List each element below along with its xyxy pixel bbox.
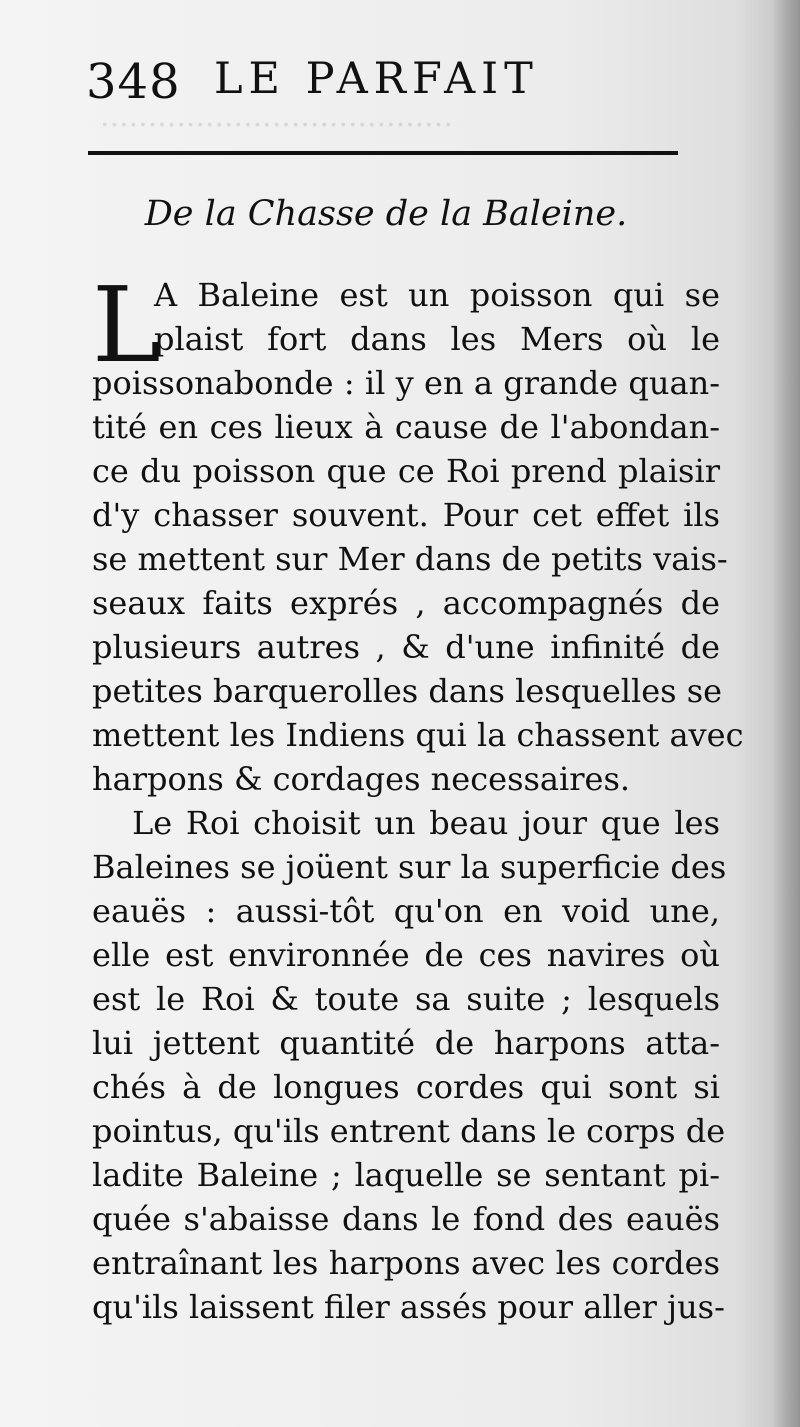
text-line-content: A Baleine est un poisson qui se	[154, 276, 720, 314]
section-title: De la Chasse de la Baleine.	[144, 194, 628, 234]
text-line: lui jettent quantité de harpons atta-	[92, 1024, 720, 1062]
body-text	[92, 264, 744, 1329]
text-line: entraînant les harpons avec les cordes	[92, 1244, 720, 1282]
text-line: poissonabonde : il y en a grande quan-	[92, 364, 720, 402]
text-line: Le Roi choisit un beau jour que les	[132, 804, 720, 842]
page-edge-shadow	[772, 0, 800, 1427]
text-line: se mettent sur Mer dans de petits vais-	[92, 540, 728, 578]
header-rule	[88, 151, 678, 155]
text-line: mettent les Indiens qui la chassent avec	[92, 716, 744, 754]
text-line: tité en ces lieux à cause de l'abondan-	[92, 408, 720, 446]
text-line: harpons & cordages necessaires.	[92, 760, 631, 798]
text-line: ladite Baleine ; laquelle se sentant pi-	[92, 1156, 720, 1194]
text-line: d'y chasser souvent. Pour cet effet ils	[92, 496, 720, 534]
show-through: ·····································	[100, 108, 453, 143]
text-line: plusieurs autres , & d'une infinité de	[92, 628, 720, 666]
text-line: elle est environnée de ces navires où	[92, 936, 720, 974]
text-line: petites barquerolles dans lesquelles se	[92, 672, 723, 710]
text-line: pointus, qu'ils entrent dans le corps de	[92, 1112, 726, 1150]
text-line: chés à de longues cordes qui sont si	[92, 1068, 720, 1106]
text-line: seaux faits exprés , accompagnés de	[92, 584, 720, 622]
page-header	[82, 46, 680, 116]
drop-cap: L	[92, 264, 162, 386]
text-line: ce du poisson que ce Roi prend plaisir	[92, 452, 720, 490]
running-title: LE PARFAIT	[214, 54, 539, 104]
text-line: est le Roi & toute sa suite ; lesquels	[92, 980, 720, 1018]
text-line: qu'ils laissent filer assés pour aller jus-	[92, 1288, 725, 1326]
text-line: quée s'abaisse dans le fond des eauës	[92, 1200, 720, 1238]
text-line: plaist fort dans les Mers où le	[154, 320, 720, 358]
text-line: eauës : aussi-tôt qu'on en void une,	[92, 892, 720, 930]
text-line: Baleines se joüent sur la superficie des	[92, 848, 727, 886]
page-number: 348	[86, 54, 181, 110]
